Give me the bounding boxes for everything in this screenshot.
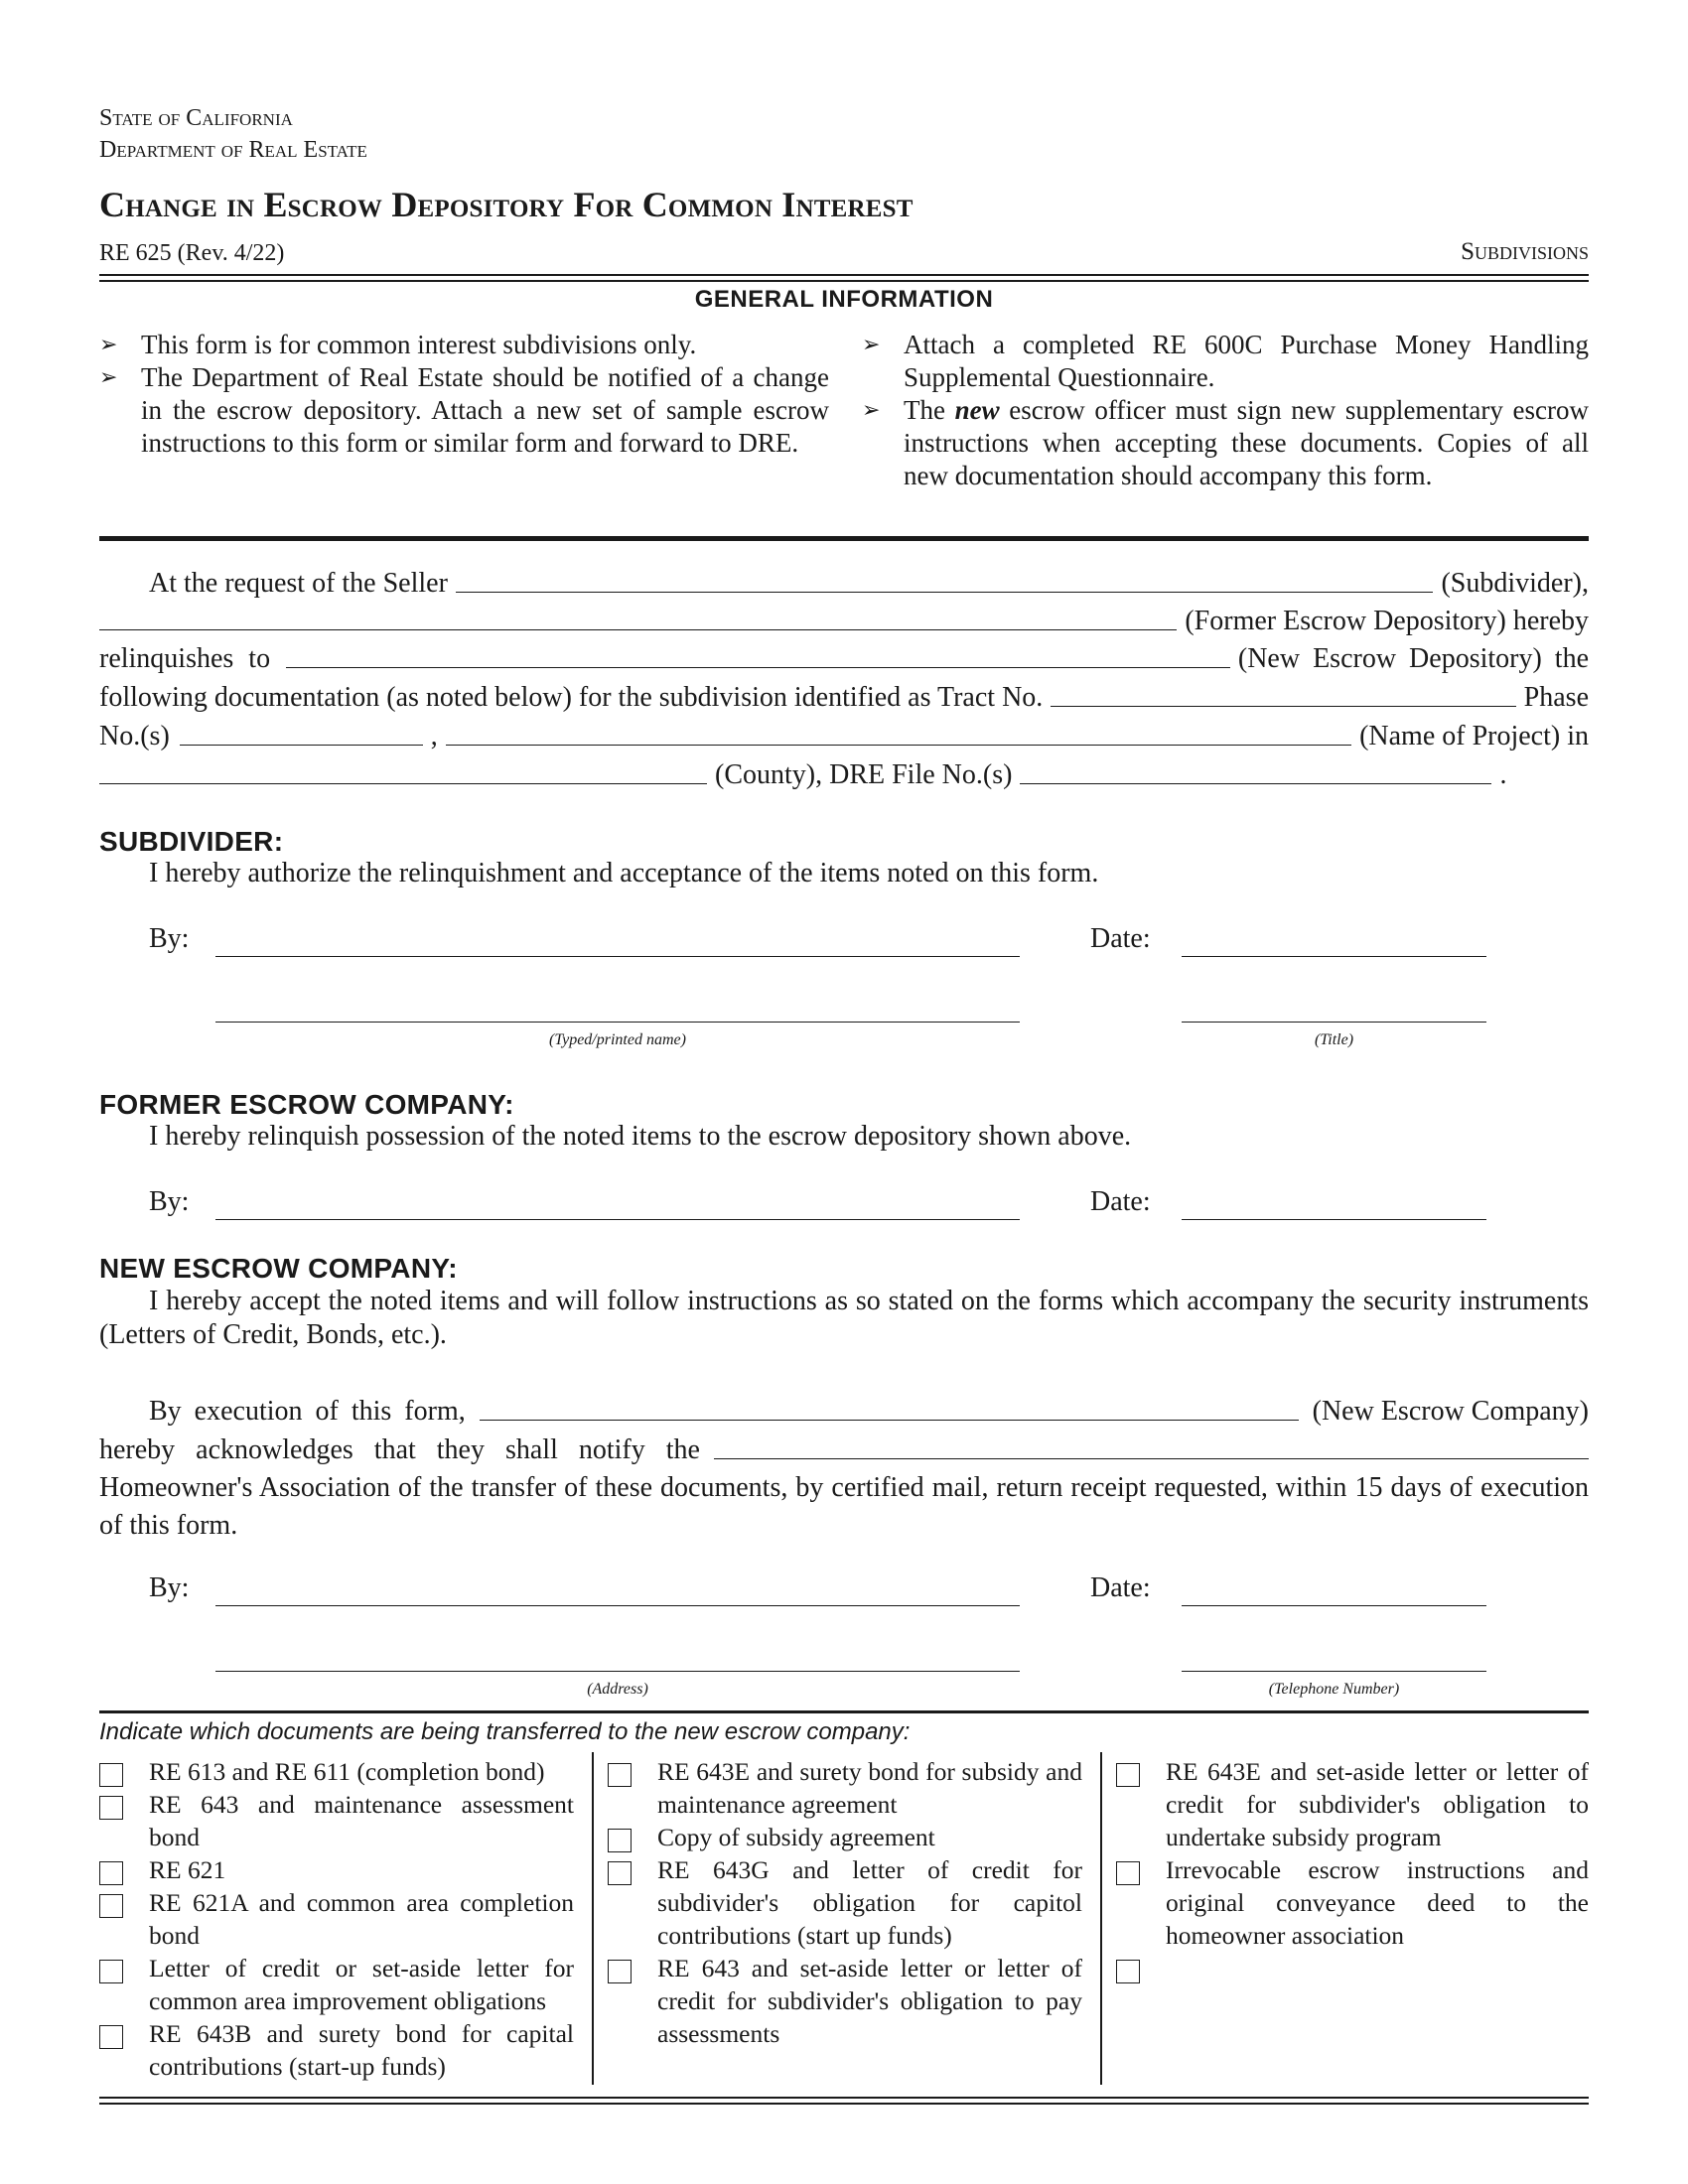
arrow-bullet-icon: ➢ — [862, 333, 881, 357]
former-escrow-signature-field[interactable] — [215, 1219, 1020, 1220]
checkbox[interactable] — [99, 1861, 123, 1885]
documents-rule — [99, 1710, 1589, 1713]
telephone-caption: (Telephone Number) — [1268, 1681, 1400, 1698]
checkbox[interactable] — [99, 1960, 123, 1983]
subdivider-by-label: By: — [149, 923, 190, 954]
request-line-2: (Former Escrow Depository) hereby — [99, 599, 1589, 636]
tract-number-field[interactable] — [1051, 705, 1515, 707]
doc-re643g-letter-of-credit[interactable]: RE 643G and letter of credit for subdivider's obligation for capitol contributions (start up funds) — [608, 1853, 1082, 1952]
request-line-1: At the request of the Seller (Subdivider), — [149, 568, 1589, 599]
general-info-right-column — [862, 329, 1589, 492]
address-caption: (Address) — [587, 1681, 648, 1698]
header-rule-bottom — [99, 280, 1589, 282]
request-line-4: following documentation (as noted below) for the subdivision identified as Tract No. Phase — [99, 682, 1589, 713]
county-field[interactable] — [99, 782, 707, 784]
subdivider-date-label: Date: — [1090, 923, 1151, 954]
documents-prompt: Indicate which documents are being transferred to the new escrow company: — [99, 1718, 911, 1745]
doc-re613-re611[interactable]: RE 613 and RE 611 (completion bond) — [99, 1755, 574, 1788]
former-escrow-depository-field[interactable] — [99, 628, 1177, 630]
subdivider-date-field[interactable] — [1182, 956, 1486, 957]
checkbox[interactable] — [99, 1894, 123, 1918]
column-divider-1 — [592, 1752, 594, 2085]
new-escrow-company-field[interactable] — [480, 1419, 1299, 1421]
checkbox[interactable] — [608, 1861, 632, 1885]
bullet-attach-re600c: ➢ Attach a completed RE 600C Purchase Money Handling Supplemental Questionnaire. — [862, 330, 1589, 392]
seller-subdivider-field[interactable] — [456, 591, 1434, 593]
form-number: RE 625 (Rev. 4/22) — [99, 240, 285, 266]
doc-re643b-surety-bond[interactable]: RE 643B and surety bond for capital contributions (start-up funds) — [99, 2017, 574, 2083]
bullet-new-officer-signs: ➢ The new escrow officer must sign new supplementary escrow instructions when accepting these documents. Copies of all new documentation should accompany this form. — [862, 395, 1589, 490]
title-caption: (Title) — [1314, 1031, 1354, 1048]
doc-letter-of-credit-common-area[interactable]: Letter of credit or set-aside letter for common area improvement obligations — [99, 1952, 574, 2017]
homeowners-association-field[interactable] — [714, 1457, 1589, 1459]
section-rule-thick — [99, 536, 1589, 541]
former-escrow-date-label: Date: — [1090, 1186, 1151, 1217]
new-escrow-heading: NEW ESCROW COMPANY: — [99, 1253, 458, 1284]
arrow-bullet-icon: ➢ — [862, 398, 881, 423]
request-line-3: relinquishes to (New Escrow Depository) the — [99, 643, 1589, 674]
execution-line-2: hereby acknowledges that they shall notify the — [99, 1428, 1589, 1465]
documents-column-3 — [1116, 1755, 1589, 1984]
doc-other-blank[interactable] — [1116, 1952, 1589, 1984]
form-title: Change in Escrow Depository For Common Interest — [99, 185, 914, 224]
doc-re621a-completion-bond[interactable]: RE 621A and common area completion bond — [99, 1886, 574, 1952]
checkbox[interactable] — [608, 1829, 632, 1852]
former-escrow-relinquish-text: I hereby relinquish possession of the noted items to the escrow depository shown above. — [149, 1121, 1132, 1152]
new-escrow-date-field[interactable] — [1182, 1605, 1486, 1606]
bullet-notify-dre: ➢ The Department of Real Estate should be notified of a change in the escrow depository. Attach a new set of sample escrow instructions to this form or similar form and forward to DRE. — [99, 362, 829, 458]
subdivider-heading: SUBDIVIDER: — [99, 826, 284, 857]
phase-numbers-field[interactable] — [180, 744, 423, 746]
request-line-6: (County), DRE File No.(s) . — [99, 752, 1589, 790]
bullet-common-interest-only: ➢ This form is for common interest subdivisions only. — [99, 330, 697, 359]
subdivider-printed-name-field[interactable] — [215, 1022, 1020, 1023]
doc-re643-set-aside-letter[interactable]: RE 643 and set-aside letter or letter of credit for subdivider's obligation to pay assessments — [608, 1952, 1082, 2050]
checkbox[interactable] — [608, 1960, 632, 1983]
execution-notice-text: Homeowner's Association of the transfer of these documents, by certified mail, return receipt requested, within 15 days of execution of this form. — [99, 1472, 1589, 1541]
general-information-heading: GENERAL INFORMATION — [694, 286, 994, 313]
typed-printed-name-caption: (Typed/printed name) — [549, 1031, 686, 1048]
documents-column-1 — [99, 1755, 574, 2083]
execution-line-1: By execution of this form, (New Escrow Company) — [149, 1396, 1589, 1427]
new-escrow-date-label: Date: — [1090, 1572, 1151, 1603]
checkbox[interactable] — [99, 2025, 123, 2049]
checkbox[interactable] — [99, 1763, 123, 1787]
form-category: Subdivisions — [1461, 238, 1589, 265]
checkbox[interactable] — [1116, 1861, 1140, 1885]
new-escrow-by-label: By: — [149, 1572, 190, 1603]
subdivider-signature-field[interactable] — [215, 956, 1020, 957]
state-name: State of California — [99, 105, 293, 131]
arrow-bullet-icon: ➢ — [99, 333, 118, 357]
doc-re643e-set-aside-letter[interactable]: RE 643E and set-aside letter or letter of credit for subdivider's obligation to undertake subsidy program — [1116, 1755, 1589, 1853]
new-escrow-signature-field[interactable] — [215, 1605, 1020, 1606]
subdivider-authorization-text: I hereby authorize the relinquishment and acceptance of the items noted on this form. — [149, 858, 1099, 888]
doc-re621[interactable]: RE 621 — [99, 1853, 574, 1886]
checkbox[interactable] — [608, 1763, 632, 1787]
new-escrow-address-field[interactable] — [215, 1671, 1020, 1672]
checkbox[interactable] — [1116, 1960, 1140, 1983]
footer-rule-top — [99, 2097, 1589, 2099]
doc-irrevocable-escrow-instructions[interactable]: Irrevocable escrow instructions and original conveyance deed to the homeowner association — [1116, 1853, 1589, 1952]
checkbox[interactable] — [99, 1796, 123, 1820]
arrow-bullet-icon: ➢ — [99, 365, 118, 390]
general-info-left-column — [99, 329, 829, 460]
new-escrow-depository-field[interactable] — [286, 666, 1230, 668]
project-name-field[interactable] — [446, 744, 1351, 746]
department-name: Department of Real Estate — [99, 137, 367, 163]
footer-rule-bottom — [99, 2103, 1589, 2105]
header-rule-top — [99, 274, 1589, 276]
checkbox[interactable] — [1116, 1763, 1140, 1787]
former-escrow-by-label: By: — [149, 1186, 190, 1217]
former-escrow-date-field[interactable] — [1182, 1219, 1486, 1220]
dre-file-number-field[interactable] — [1020, 782, 1491, 784]
former-escrow-heading: FORMER ESCROW COMPANY: — [99, 1089, 514, 1120]
documents-column-2 — [608, 1755, 1082, 2050]
new-escrow-telephone-field[interactable] — [1182, 1671, 1486, 1672]
new-escrow-accept-text: I hereby accept the noted items and will follow instructions as so stated on the forms which accompany the security instruments (Letters of Credit, Bonds, etc.). — [99, 1286, 1589, 1350]
doc-re643e-surety-bond[interactable]: RE 643E and surety bond for subsidy and maintenance agreement — [608, 1755, 1082, 1821]
request-line-5: No.(s) , (Name of Project) in — [99, 721, 1589, 751]
doc-subsidy-agreement[interactable]: Copy of subsidy agreement — [608, 1821, 1082, 1853]
column-divider-2 — [1100, 1752, 1102, 2085]
subdivider-title-field[interactable] — [1182, 1022, 1486, 1023]
doc-re643-maintenance-bond[interactable]: RE 643 and maintenance assessment bond — [99, 1788, 574, 1853]
